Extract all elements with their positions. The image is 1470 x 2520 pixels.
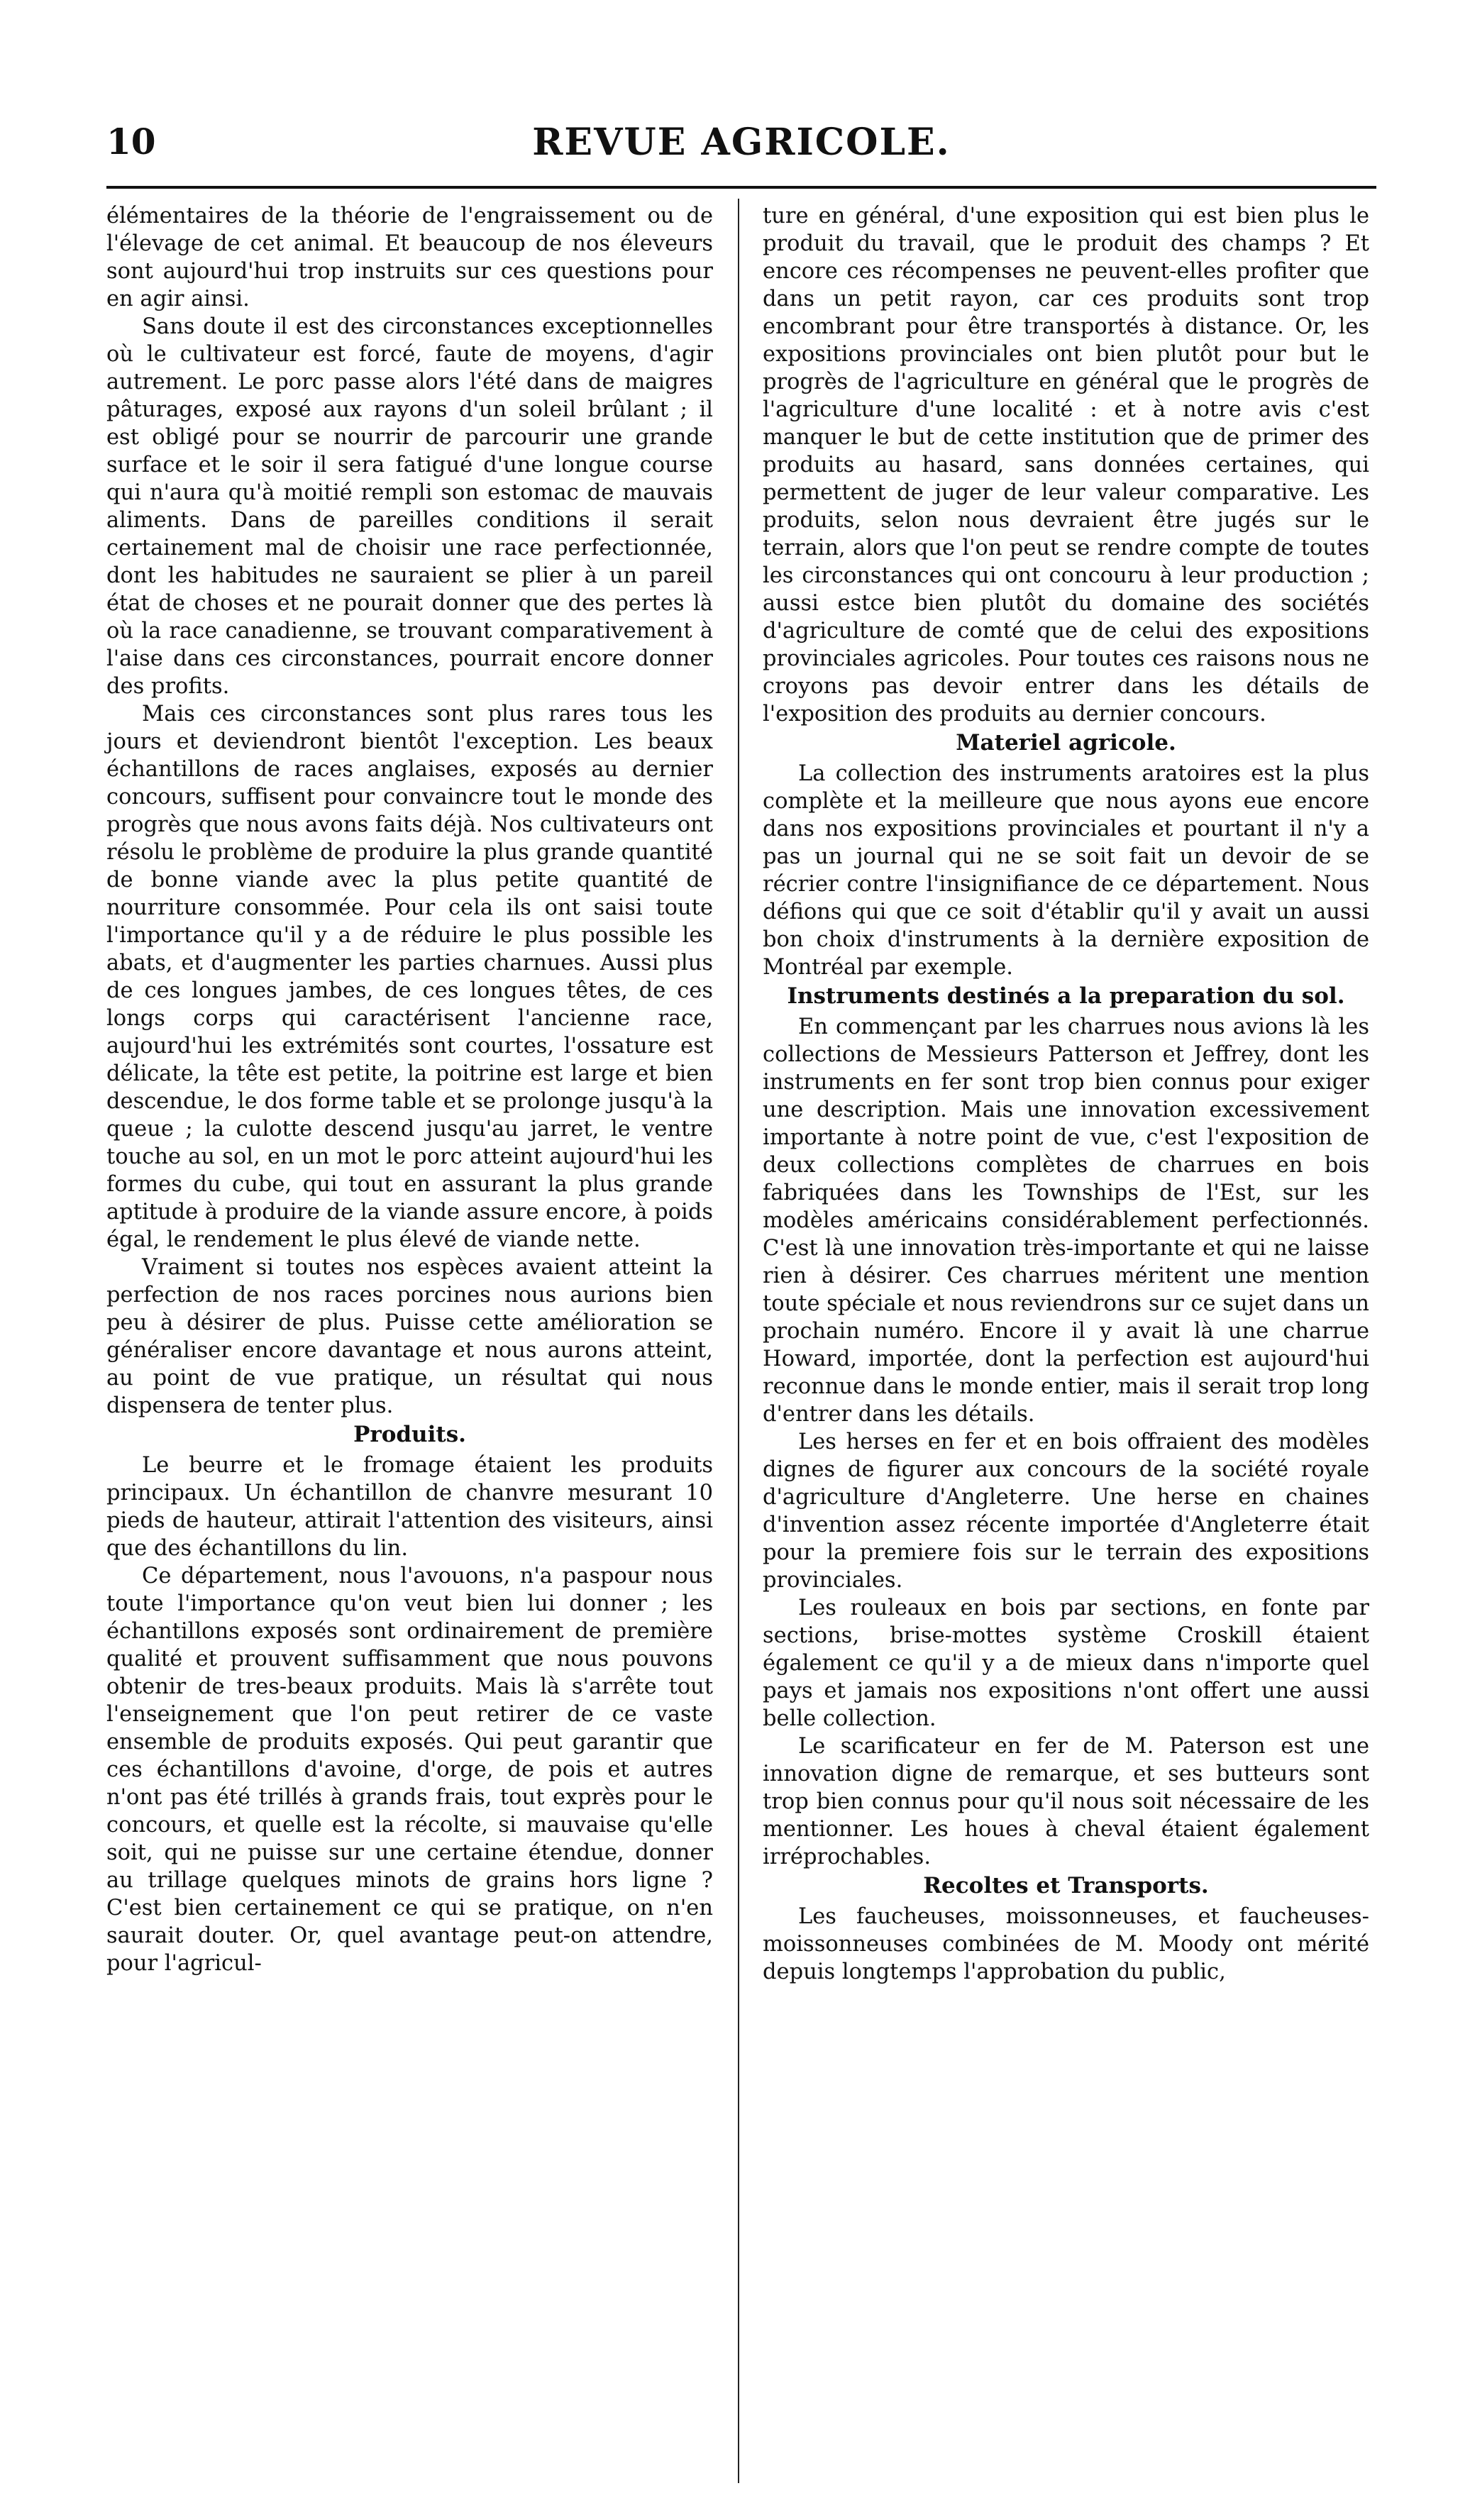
section-heading-materiel: Materiel agricole.: [956, 730, 1176, 756]
paragraph: Les rouleaux en bois par sections, en fonte par sections, brise-mottes système Croskill étaient également ce qu'il y a de mieux dans n'importe quel pays et jamais nos expositions n'ont offert une aussi belle collection.: [763, 1596, 1369, 1731]
paragraph: élémentaires de la théorie de l'engraissement ou de l'élevage de cet animal. Et beaucoup de nos éleveurs sont aujourd'hui trop instruits sur ces questions pour en agir ainsi.: [106, 204, 713, 311]
paragraph: Le beurre et le fromage étaient les produits principaux. Un échantillon de chanvre mesurant 10 pieds de hauteur, attirait l'attention des visiteurs, ainsi que des échantillons du lin.: [106, 1453, 713, 1561]
paragraph: Mais ces circonstances sont plus rares tous les jours et deviendront bientôt l'exception. Les beaux échantillons de races anglaises, exposés au dernier concours, suffisent pour convaincre tout le monde des progrès que nous avons faits déjà. Nos cultivateurs ont résolu le problème de produire la plus grande quantité de bonne viande avec la plus petite quantité de nourriture consommée. Pour cela ils ont saisi toute l'importance qu'il y a de réduire le plus possible les abats, et d'augmenter les parties charnues. Aussi plus de ces longues jambes, de ces longues têtes, de ces longs corps qui caractérisent l'ancienne race, aujourd'hui les extrémités sont courtes, l'ossature est délicate, la tête est petite, la poitrine est large et bien descendue, le dos forme table et se prolonge jusqu'à la queue ; la culotte descend jusqu'au jarret, le ventre touche au sol, en un mot le porc atteint aujourd'hui les formes du cube, qui tout en assurant la plus grande aptitude à produire de la viande assure encore, à poids égal, le rendement le plus élevé de viande nette.: [106, 702, 713, 1252]
paragraph: En commençant par les charrues nous avions là les collections de Messieurs Patterson et Jeffrey, dont les instruments en fer sont trop bien connus pour exiger une description. Mais une innovation excessivement importante à notre point de vue, c'est l'exposition de deux collections complètes de charrues en bois fabriquées dans les Townships de l'Est, sur les modèles américains considérablement perfectionnés. C'est là une innovation très-importante et qui ne laisse rien à désirer. Ces charrues méritent une mention toute spéciale et nous reviendrons sur ce sujet dans un prochain numéro. Encore il y avait là une charrue Howard, importée, dont la perfection est aujourd'hui reconnue dans le monde entier, mais il serait trop long d'entrer dans les détails.: [763, 1015, 1369, 1427]
paragraph: Vraiment si toutes nos espèces avaient atteint la perfection de nos races porcines nous aurions bien peu à désirer de plus. Puisse cette amélioration se généraliser encore davantage et nous aurons atteint, au point de vue pratique, un résultat qui nous dispensera de tenter plus.: [106, 1255, 713, 1418]
paragraph: Ce département, nous l'avouons, n'a paspour nous toute l'importance qu'on veut bien lui donner ; les échantillons exposés sont ordinairement de première qualité et prouvent suffisamment que nous pouvons obtenir de tres-beaux produits. Mais là s'arrête tout l'enseignement que l'on peut retirer de ce vaste ensemble de produits exposés. Qui peut garantir que ces échantillons d'avoine, d'orge, de pois et autres n'ont pas été trillés à grands frais, tout exprès pour le concours, et quelle est la récolte, si mauvaise qu'elle soit, qui ne puisse sur une certaine étendue, donner au trillage quelques minots de grains hors ligne ? C'est bien certainement ce qui se pratique, on n'en saurait douter. Or, quel avantage peut-on attendre, pour l'agricul-: [106, 1564, 713, 1976]
section-heading-produits: Produits.: [353, 1422, 466, 1447]
section-heading-recoltes: Recoltes et Transports.: [923, 1873, 1209, 1899]
left-column: [106, 202, 713, 1977]
running-title: REVUE AGRICOLE.: [532, 121, 951, 164]
column-divider: [738, 199, 739, 2483]
page-header: [106, 121, 1376, 184]
header-rule: [106, 186, 1376, 189]
paragraph: ture en général, d'une exposition qui est bien plus le produit du travail, que le produit des champs ? Et encore ces récompenses ne peuvent-elles profiter que dans un petit rayon, car ces produits sont trop encombrant pour être transportés à distance. Or, les expositions provinciales ont bien plutôt pour but le progrès de l'agriculture en général que le progrès de l'agriculture d'une localité : et à notre avis c'est manquer le but de cette institution que de primer des produits au hasard, sans données certaines, qui permettent de juger de leur valeur comparative. Les produits, selon nous devraient être jugés sur le terrain, alors que l'on peut se rendre compte de toutes les circonstances qui ont concouru à leur production ; aussi estce bien plutôt du domaine des sociétés d'agriculture de comté que de celui des expositions provinciales agricoles. Pour toutes ces raisons nous ne croyons pas devoir entrer dans les détails de l'exposition des produits au dernier concours.: [763, 204, 1369, 726]
paragraph: Sans doute il est des circonstances exceptionnelles où le cultivateur est forcé, faute de moyens, d'agir autrement. Le porc passe alors l'été dans de maigres pâturages, exposé aux rayons d'un soleil brûlant ; il est obligé pour se nourrir de parcourir une grande surface et le soir il sera fatigué d'une longue course qui n'aura qu'à moitié rempli son estomac de mauvais aliments. Dans de pareilles conditions il serait certainement mal de choisir une race perfectionnée, dont les habitudes ne sauraient se plier à un pareil état de choses et ne pourait donner que des pertes là où la race canadienne, se trouvant comparativement à l'aise dans ces circonstances, pourrait encore donner des profits.: [106, 314, 713, 699]
section-heading-instruments: Instruments destinés a la preparation du sol.: [787, 983, 1345, 1009]
paragraph: Les herses en fer et en bois offraient des modèles dignes de figurer aux concours de la société royale d'agriculture d'Angleterre. Une herse en chaines d'invention assez récente importée d'Angleterre était pour la premiere fois sur le terrain des expositions provinciales.: [763, 1430, 1369, 1593]
page-number: 10: [106, 121, 156, 162]
paragraph: Les faucheuses, moissonneuses, et faucheuses-moissonneuses combinées de M. Moody ont mérité depuis longtemps l'approbation du public,: [763, 1904, 1369, 1984]
right-column: [763, 202, 1369, 1986]
paragraph: La collection des instruments aratoires est la plus complète et la meilleure que nous ayons eue encore dans nos expositions provinciales et pourtant il n'y a pas un journal qui ne se soit fait un devoir de se récrier contre l'insignifiance de ce département. Nous défions qui que ce soit d'établir qu'il y avait un aussi bon choix d'instruments à la dernière exposition de Montréal par exemple.: [763, 761, 1369, 980]
paragraph: Le scarificateur en fer de M. Paterson est une innovation digne de remarque, et ses butteurs sont trop bien connus pour qu'il nous soit nécessaire de les mentionner. Les houes à cheval étaient également irréprochables.: [763, 1734, 1369, 1869]
